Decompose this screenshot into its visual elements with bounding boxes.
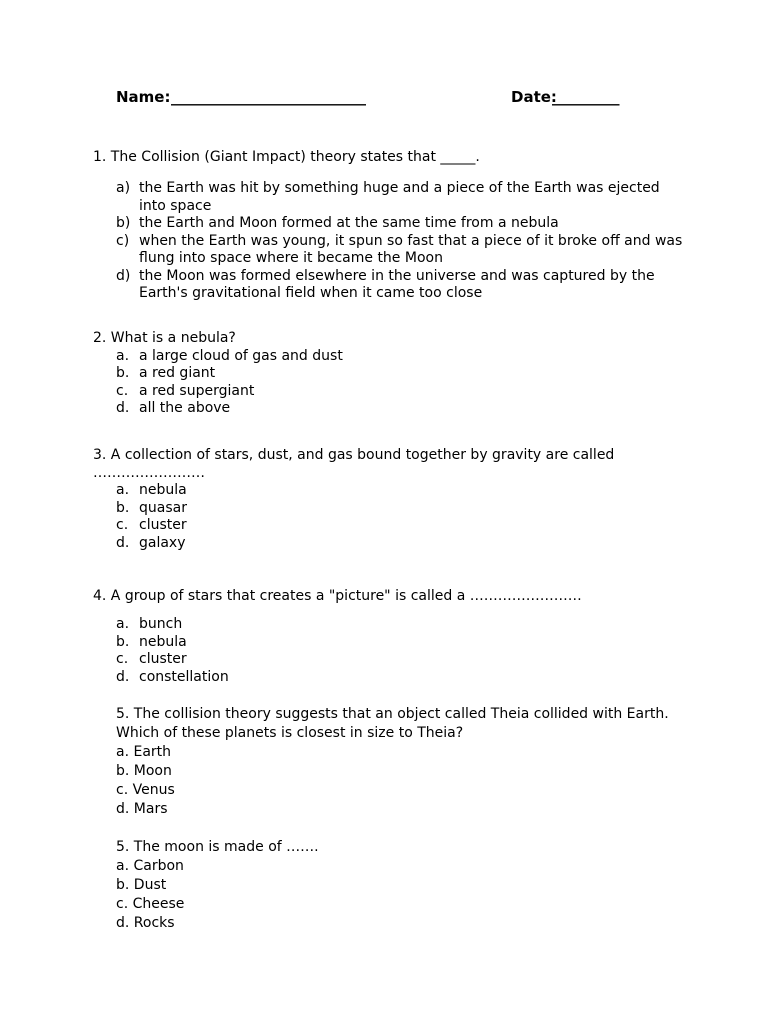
option-text-line: a red giant bbox=[139, 365, 216, 381]
option-marker: b. bbox=[116, 633, 130, 650]
option-marker: a. bbox=[116, 616, 130, 632]
option-marker: a. bbox=[116, 482, 130, 498]
name-blank[interactable]: __________________________ bbox=[171, 88, 366, 106]
question-1-prompt: 1. The Collision (Giant Impact) theory states that _____. bbox=[93, 149, 480, 165]
option-text-line: flung into space where it became the Moon bbox=[139, 250, 443, 266]
question-2-prompt: 2. What is a nebula? bbox=[93, 330, 236, 346]
question-5-option-b[interactable]: b. Moon bbox=[116, 763, 172, 779]
date-blank[interactable]: _________ bbox=[552, 88, 620, 106]
question-3-prompt-line: 3. A collection of stars, dust, and gas bound together by gravity are called bbox=[93, 447, 615, 463]
option-text-line: the Earth was hit by something huge and a piece of the Earth was ejected bbox=[139, 180, 660, 196]
option-text-line: quasar bbox=[139, 499, 187, 516]
option-marker: c. bbox=[116, 517, 129, 533]
question-6-option-c[interactable]: c. Cheese bbox=[116, 896, 185, 912]
option-text-line: bunch bbox=[139, 616, 183, 632]
question-5-prompt-line: 5. The collision theory suggests that an object called Theia collided with Earth. bbox=[116, 706, 669, 722]
question-5-option-c[interactable]: c. Venus bbox=[116, 782, 175, 798]
question-6-prompt: 5. The moon is made of ……. bbox=[116, 839, 319, 855]
option-text-line: constellation bbox=[139, 668, 229, 685]
question-5-option-d[interactable]: d. Mars bbox=[116, 801, 168, 817]
question-3-prompt-line: …………………… bbox=[93, 464, 205, 481]
option-marker: d. bbox=[116, 400, 130, 416]
option-text-line: the Moon was formed elsewhere in the universe and was captured by the bbox=[139, 267, 655, 284]
option-text-line: the Earth and Moon formed at the same time from a nebula bbox=[139, 215, 559, 231]
option-marker: b. bbox=[116, 499, 130, 516]
name-label: Name: bbox=[116, 88, 171, 106]
question-6-option-d[interactable]: d. Rocks bbox=[116, 915, 175, 931]
option-marker: c. bbox=[116, 382, 129, 399]
option-text-line: all the above bbox=[139, 400, 231, 416]
option-marker: b) bbox=[116, 215, 131, 231]
date-label: Date: bbox=[511, 88, 557, 106]
question-5-prompt-line: Which of these planets is closest in size to Theia? bbox=[116, 725, 464, 741]
question-5-option-a[interactable]: a. Earth bbox=[116, 744, 172, 760]
question-4-prompt: 4. A group of stars that creates a "picture" is called a …………………… bbox=[93, 588, 582, 604]
option-text-line: galaxy bbox=[139, 534, 186, 551]
option-text-line: nebula bbox=[139, 482, 187, 498]
option-marker: d. bbox=[116, 668, 130, 685]
option-marker: a) bbox=[116, 180, 131, 196]
option-marker: b. bbox=[116, 365, 130, 381]
option-text-line: cluster bbox=[139, 517, 187, 533]
option-marker: c) bbox=[116, 232, 130, 249]
option-marker: c. bbox=[116, 651, 129, 667]
option-text-line: a red supergiant bbox=[139, 382, 255, 399]
option-text-line: when the Earth was young, it spun so fast that a piece of it broke off and was bbox=[139, 232, 683, 249]
option-text-line: into space bbox=[139, 197, 212, 214]
option-text-line: nebula bbox=[139, 633, 187, 650]
question-6-option-a[interactable]: a. Carbon bbox=[116, 858, 184, 874]
question-6-option-b[interactable]: b. Dust bbox=[116, 877, 167, 893]
option-text-line: cluster bbox=[139, 651, 187, 667]
option-marker: a. bbox=[116, 347, 130, 364]
option-text-line: Earth's gravitational field when it came too close bbox=[139, 285, 483, 301]
option-marker: d. bbox=[116, 534, 130, 551]
option-marker: d) bbox=[116, 267, 131, 284]
option-text-line: a large cloud of gas and dust bbox=[139, 347, 343, 364]
